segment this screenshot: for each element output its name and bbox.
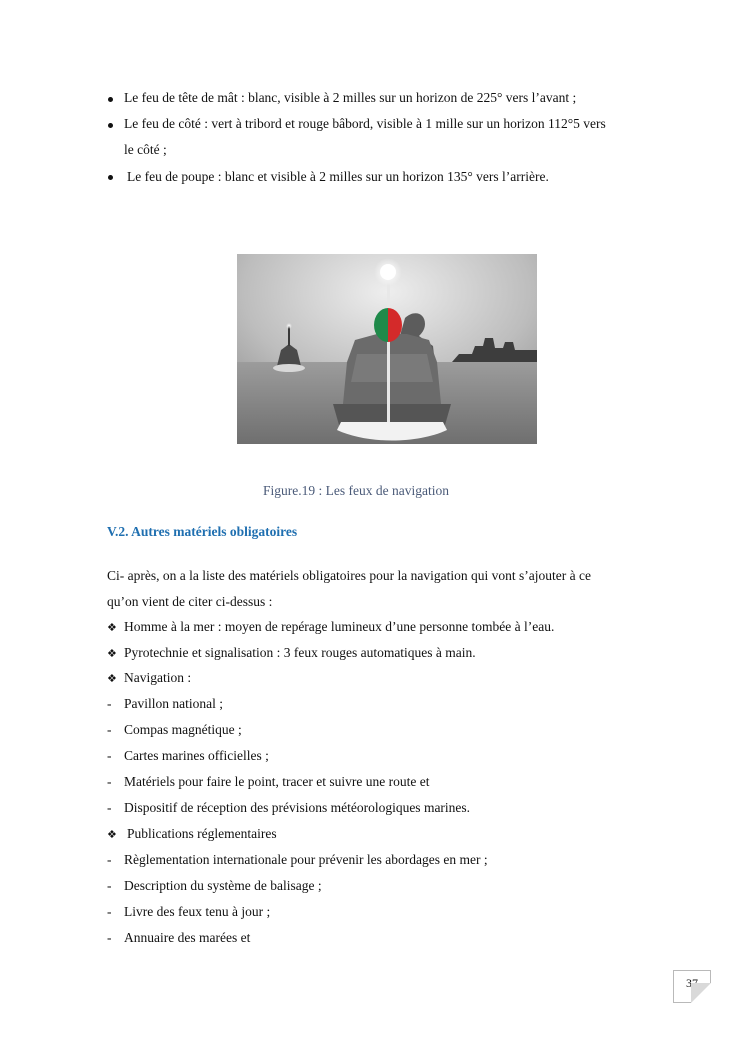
dash-marker: - [107, 930, 112, 945]
page-fold-icon [691, 983, 711, 1003]
publications-list-item: Livre des feux tenu à jour ; [124, 904, 271, 919]
dash-marker: - [107, 800, 112, 815]
navigation-list-item: Cartes marines officielles ; [124, 748, 269, 763]
section-heading: V.2. Autres matériels obligatoires [107, 524, 298, 539]
diamond-icon: ❖ [107, 647, 117, 660]
navigation-lights-figure [237, 254, 537, 444]
publications-list-item: Annuaire des marées et [124, 930, 251, 945]
bullet-dot [108, 175, 113, 180]
item-publications: Publications réglementaires [127, 826, 277, 841]
publications-list-item: Description du système de balisage ; [124, 878, 322, 893]
dash-marker: - [107, 904, 112, 919]
navigation-list-item: Pavillon national ; [124, 696, 223, 711]
dash-marker: - [107, 878, 112, 893]
item-pyrotechnie: Pyrotechnie et signalisation : 3 feux rouges automatiques à main. [124, 645, 476, 660]
navigation-list-item: Dispositif de réception des prévisions météorologiques marines. [124, 800, 471, 815]
dash-marker: - [107, 774, 112, 789]
page-number-box [673, 970, 711, 1003]
bullet-stern-light: Le feu de poupe : blanc et visible à 2 milles sur un horizon 135° vers l’arrière. [127, 169, 549, 184]
figure-caption: Figure.19 : Les feux de navigation [263, 483, 449, 498]
navigation-list-item: Matériels pour faire le point, tracer et suivre une route et [124, 774, 430, 789]
page-number: 37 [686, 976, 698, 990]
diamond-icon: ❖ [107, 621, 117, 634]
dash-marker: - [107, 722, 112, 737]
intro-line: qu’on vient de citer ci-dessus : [107, 594, 273, 609]
dash-marker: - [107, 852, 112, 867]
diamond-icon: ❖ [107, 672, 117, 685]
dash-marker: - [107, 748, 112, 763]
publications-list-item: Règlementation internationale pour prévenir les abordages en mer ; [124, 852, 488, 867]
bullet-dot [108, 97, 113, 102]
bullet-masthead-light: Le feu de tête de mât : blanc, visible à 2 milles sur un horizon de 225° vers l’avant ; [124, 90, 577, 105]
item-navigation: Navigation : [124, 670, 192, 685]
bullet-side-light: Le feu de côté : vert à tribord et rouge bâbord, visible à 1 mille sur un horizon 112°5 vers [124, 116, 606, 131]
bullet-dot [108, 123, 113, 128]
item-homme-a-la-mer: Homme à la mer : moyen de repérage lumineux d’une personne tombée à l’eau. [124, 619, 555, 634]
dash-marker: - [107, 696, 112, 711]
diamond-icon: ❖ [107, 828, 117, 841]
bullet-side-light-cont: le côté ; [124, 142, 167, 157]
intro-line: Ci- après, on a la liste des matériels obligatoires pour la navigation qui vont s’ajouter à ce [107, 568, 591, 583]
navigation-list-item: Compas magnétique ; [124, 722, 242, 737]
